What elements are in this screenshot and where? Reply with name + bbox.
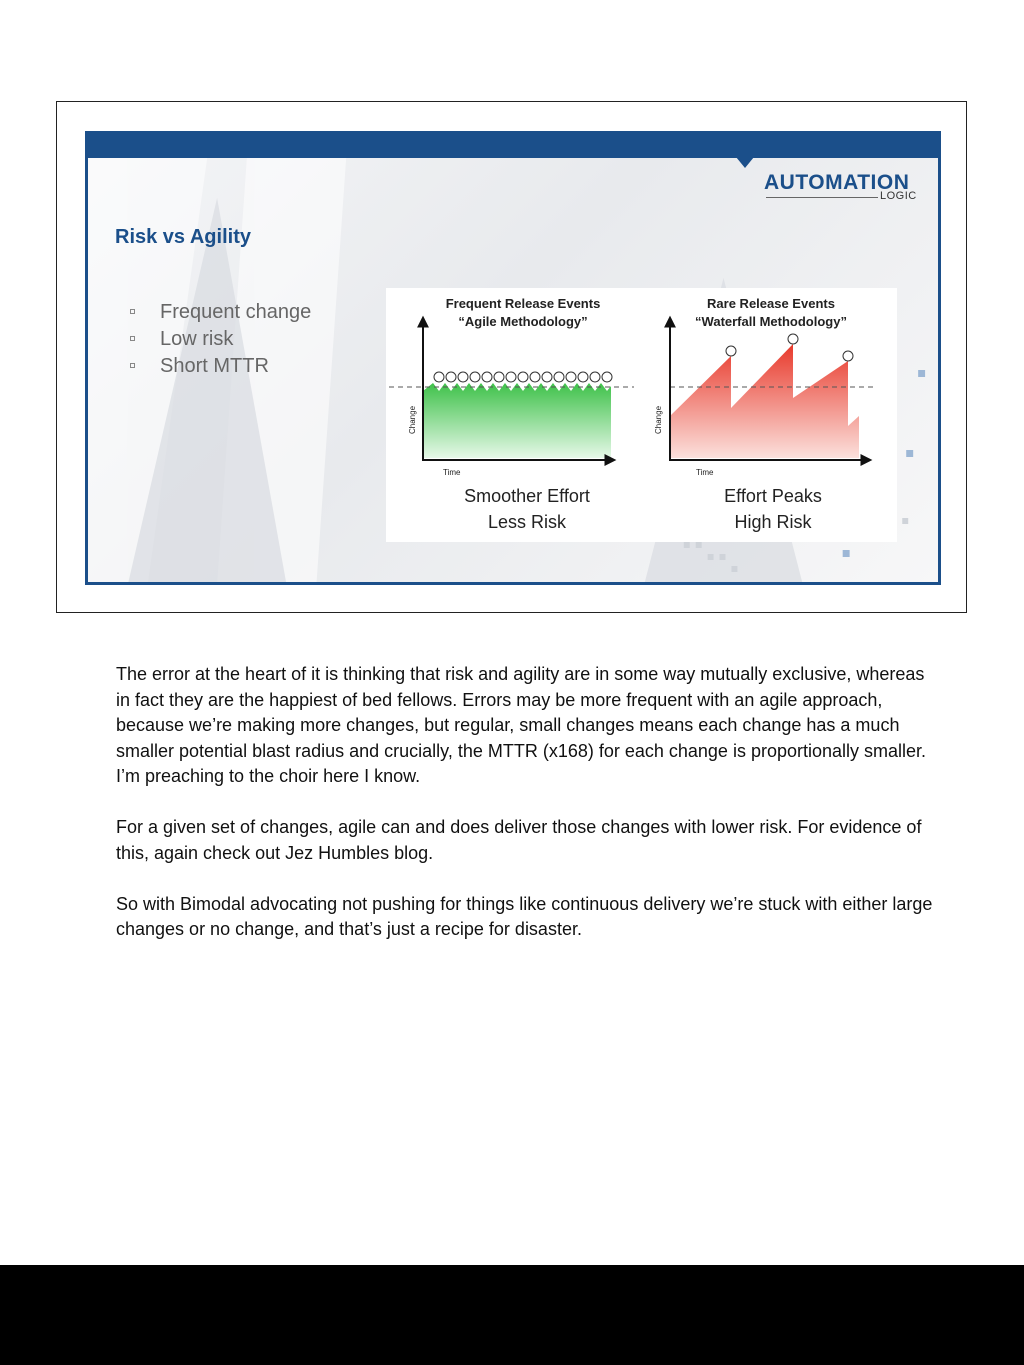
right-heading-line2: “Waterfall Methodology” bbox=[695, 314, 847, 329]
logo-underline bbox=[766, 197, 878, 198]
bullet-text: Short MTTR bbox=[160, 355, 269, 377]
right-heading-line1: Rare Release Events bbox=[707, 296, 835, 311]
left-release-markers bbox=[434, 372, 612, 382]
right-area-fill bbox=[670, 344, 859, 458]
slide-content bbox=[85, 131, 941, 585]
speaker-notes bbox=[116, 662, 936, 968]
left-area-fill bbox=[423, 383, 611, 458]
slide-thumbnail bbox=[56, 101, 967, 613]
slide-header-bar bbox=[88, 131, 938, 158]
bottom-black-bar bbox=[0, 1265, 1024, 1365]
bullet-item bbox=[128, 353, 311, 380]
logo-subtext: LOGIC bbox=[880, 190, 917, 202]
bullet-text: Frequent change bbox=[160, 301, 312, 323]
right-x-axis-label: Time bbox=[696, 468, 714, 477]
bullet-item bbox=[128, 299, 311, 326]
bullet-text: Low risk bbox=[160, 328, 234, 350]
logo-wordmark: AUTOMATION bbox=[764, 171, 910, 194]
notes-paragraph: For a given set of changes, agile can and does deliver those changes with lower risk. For evidence of this, again check out Jez Humbles blog. bbox=[116, 817, 922, 863]
right-caption-line1: Effort Peaks bbox=[724, 486, 822, 506]
left-x-axis-label: Time bbox=[443, 468, 461, 477]
automation-logic-logo bbox=[764, 171, 934, 207]
left-heading-line2: “Agile Methodology” bbox=[458, 314, 588, 329]
bullet-square-icon bbox=[130, 309, 135, 314]
diagram-svg bbox=[386, 288, 897, 542]
left-y-axis-label: Change bbox=[408, 405, 417, 434]
notes-paragraph: The error at the heart of it is thinking that risk and agility are in some way mutually exclusive, whereas in fact they are the happiest of bed fellows. Errors may be more frequent with an agile approach, because we’re making more changes, but regular, small changes means each change has a much smaller potential blast radius and crucially, the MTTR (x168) for each change is proportionally smaller. I’m preaching to the choir here I know. bbox=[116, 664, 927, 786]
left-heading-line1: Frequent Release Events bbox=[445, 296, 601, 311]
right-y-axis-label: Change bbox=[654, 405, 663, 434]
release-events-diagram bbox=[386, 288, 897, 542]
bullet-item bbox=[128, 326, 311, 353]
bullet-square-icon bbox=[130, 336, 135, 341]
right-caption-line2: High Risk bbox=[734, 512, 812, 532]
bullet-square-icon bbox=[130, 363, 135, 368]
bullet-list bbox=[128, 299, 311, 380]
slide-title: Risk vs Agility bbox=[115, 226, 251, 248]
left-caption-line1: Smoother Effort bbox=[464, 486, 590, 506]
notes-paragraph: So with Bimodal advocating not pushing for things like continuous delivery we’re stuck with either large changes or no change, and that’s just a recipe for disaster. bbox=[116, 893, 933, 939]
left-caption-line2: Less Risk bbox=[487, 512, 567, 532]
